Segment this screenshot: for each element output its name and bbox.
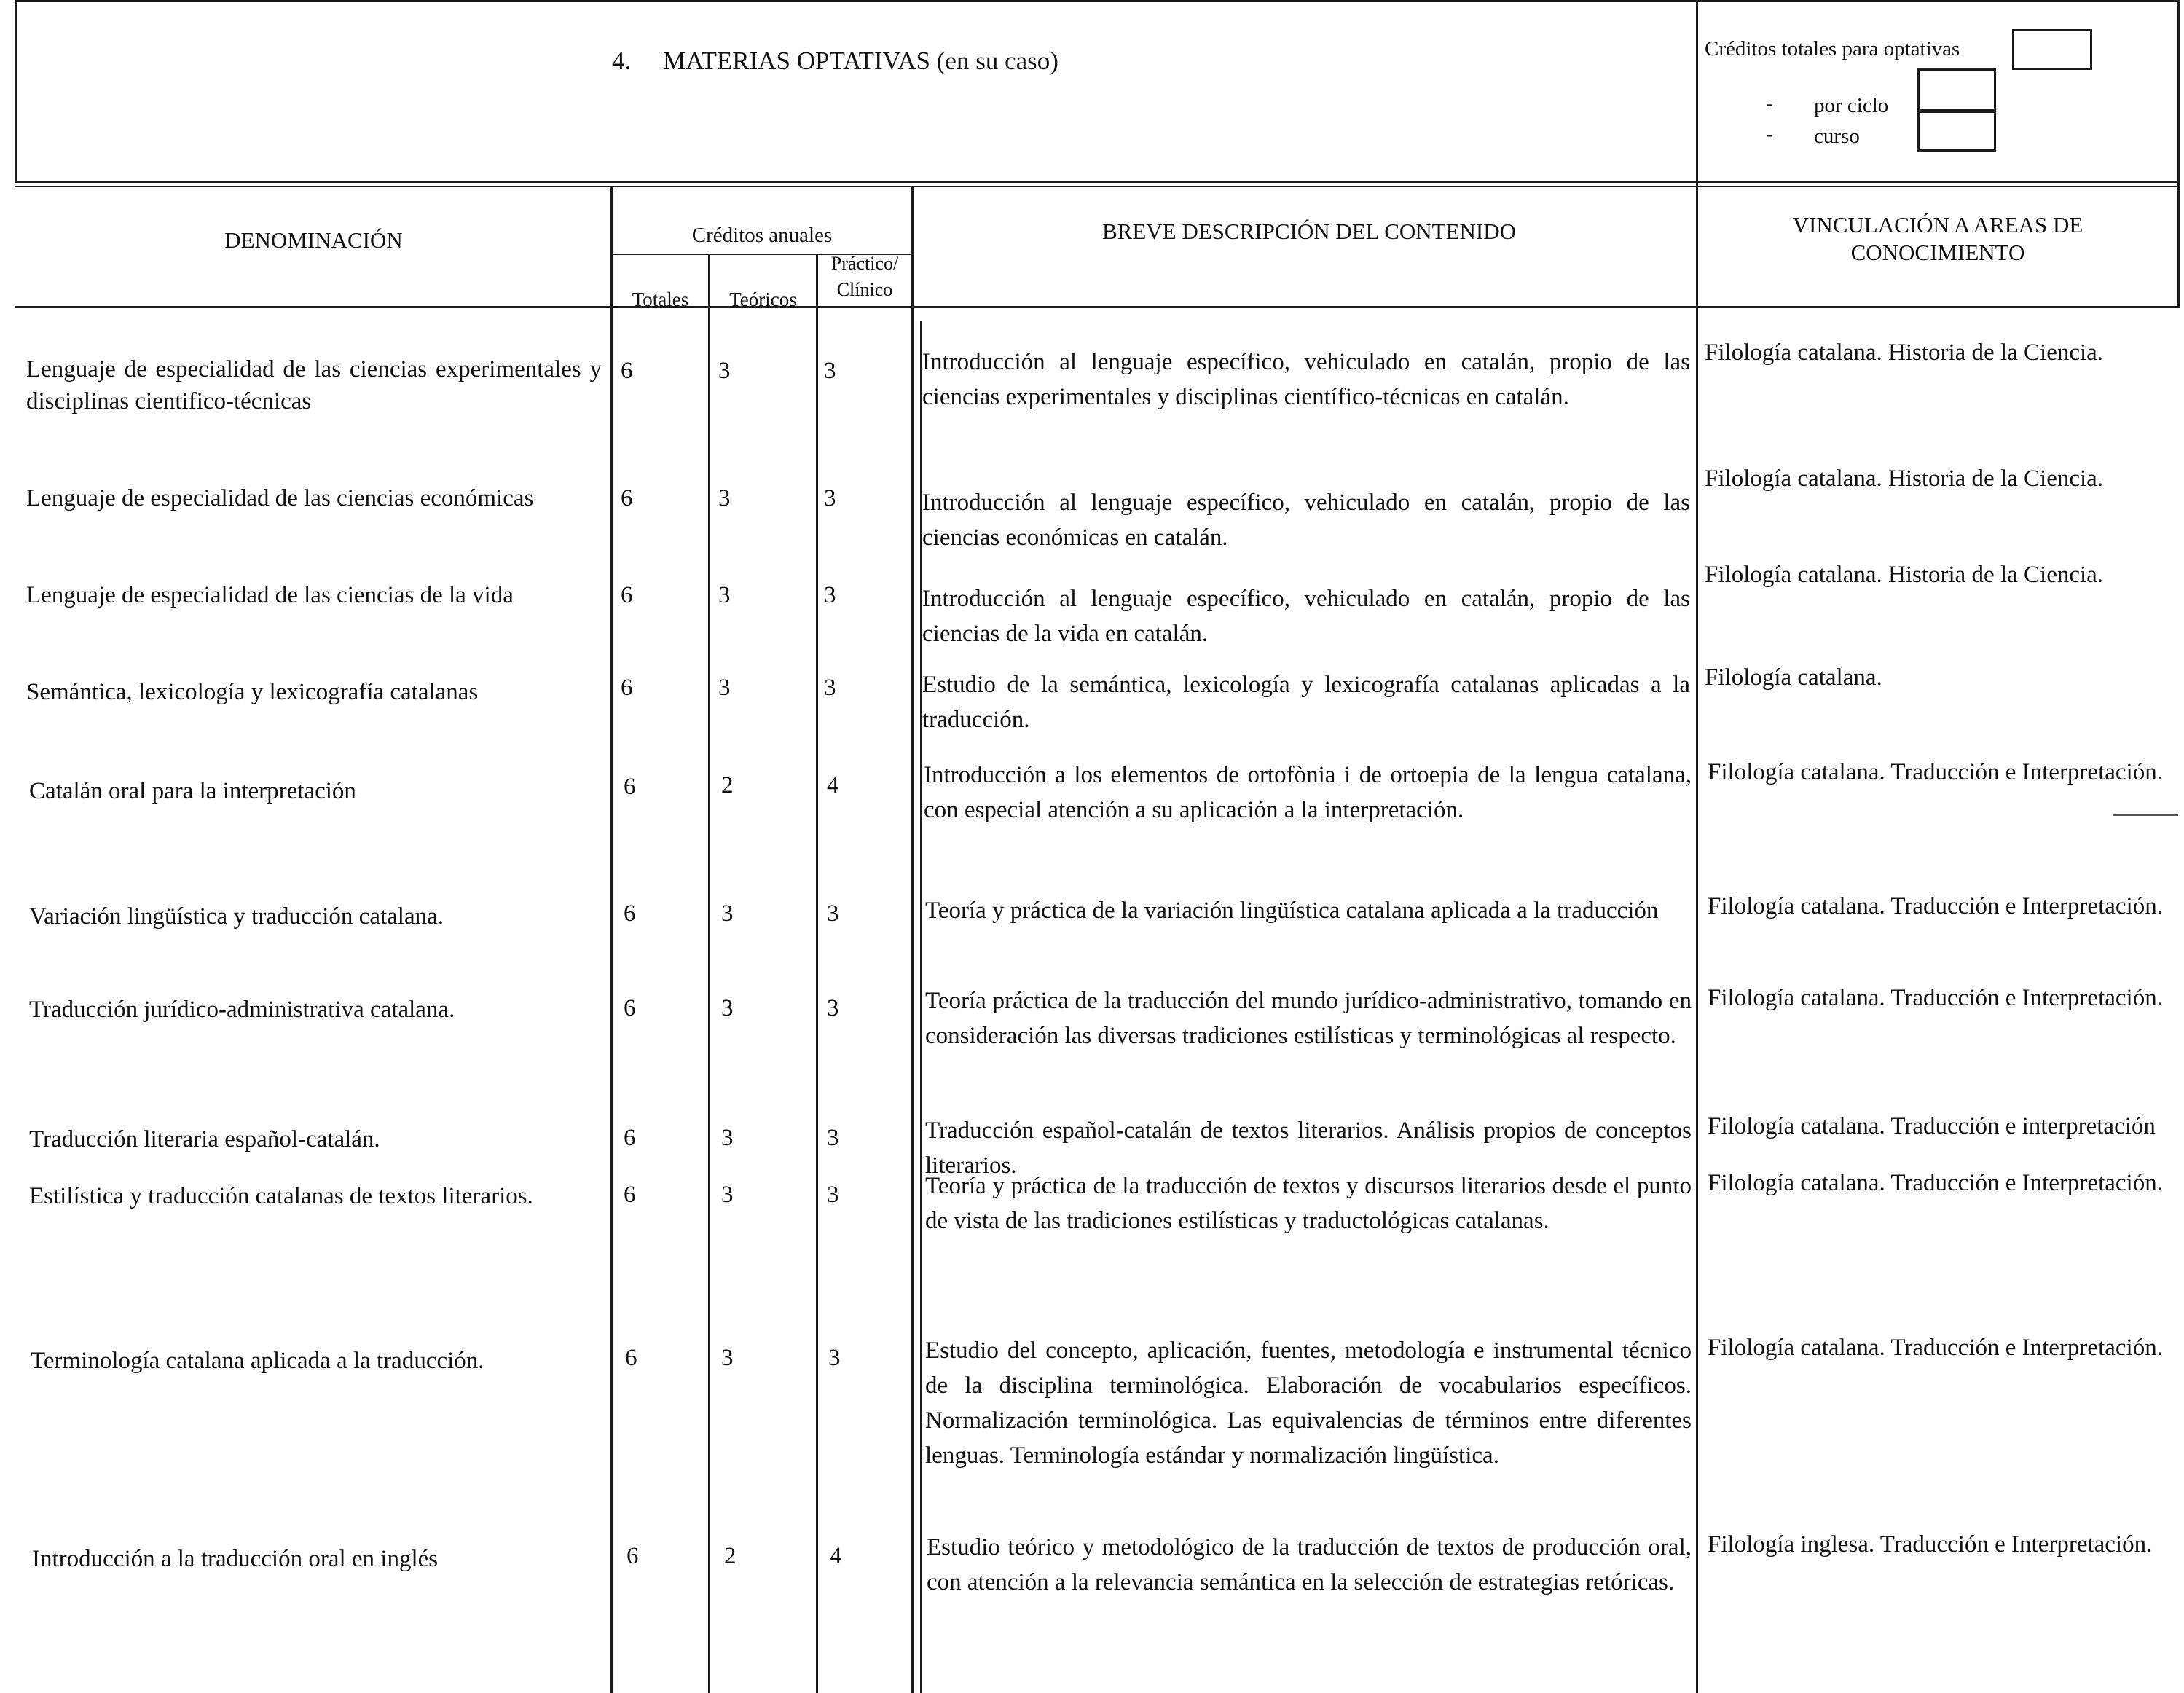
margin-tick: [2113, 814, 2178, 816]
row-3-description: Introducción al lenguaje específico, vehiculado en catalán, propio de las ciencias de la vida en catalán.: [922, 586, 1690, 647]
row-4-totales: 6: [621, 675, 633, 701]
row-8-area: Filología catalana. Traducción e interpretación: [1708, 1113, 2156, 1139]
row-6-teoricos: 3: [721, 900, 734, 927]
row-4-name: Semántica, lexicología y lexicografía catalanas: [26, 679, 479, 705]
row-6-area: Filología catalana. Traducción e Interpretación.: [1708, 893, 2163, 919]
row-11-description: Estudio teórico y metodológico de la traducción de textos de producción oral, con atención a la relevancia semántica en la selección de estrategias retóricas.: [927, 1534, 1692, 1595]
credits-label: Créditos totales para optativas: [1705, 37, 1960, 60]
row-3-practicos: 3: [824, 582, 836, 608]
columns-bottom-line: [15, 306, 2180, 308]
section-title: MATERIAS OPTATIVAS (en su caso): [663, 47, 1058, 75]
row-1-practicos: 3: [824, 358, 836, 384]
row-11-practicos: 4: [830, 1543, 842, 1569]
row-5-totales: 6: [624, 774, 636, 800]
section-number: 4.: [612, 47, 632, 75]
row-8-description: Traducción español-catalán de textos literarios. Análisis propios de conceptos literarios.: [925, 1117, 1692, 1179]
row-9-description: Teoría y práctica de la traducción de textos y discursos literarios desde el punto de vista de las tradiciones estilísticas y traductológicas catalanas.: [925, 1173, 1692, 1234]
row-9-area: Filología catalana. Traducción e Interpretación.: [1708, 1170, 2163, 1196]
frame-left-line: [15, 0, 17, 182]
course-bullet: -: [1766, 122, 1773, 146]
row-10-totales: 6: [625, 1345, 637, 1371]
row-4-teoricos: 3: [718, 675, 731, 701]
col-vinculacion-line1: VINCULACIÓN A AREAS DE: [1792, 212, 2083, 237]
row-8-name: Traducción literaria español-catalán.: [29, 1126, 380, 1152]
col-teoricos: Teóricos: [729, 288, 797, 310]
row-11-name: Introducción a la traducción oral en inglés: [32, 1546, 439, 1572]
col-practico-line2: Clínico: [836, 279, 893, 300]
row-7-practicos: 3: [827, 995, 839, 1021]
col-line-1: [610, 186, 613, 1693]
row-9-teoricos: 3: [721, 1182, 734, 1208]
row-3-name: Lenguaje de especialidad de las ciencias de la vida: [26, 582, 514, 608]
credits-total-box[interactable]: [2012, 29, 2092, 70]
col-line-4: [911, 186, 914, 1693]
row-6-name: Variación lingüística y traducción catalana.: [29, 903, 444, 930]
row-2-description: Introducción al lenguaje específico, vehiculado en catalán, propio de las ciencias económicas en catalán.: [922, 490, 1690, 551]
row-8-totales: 6: [624, 1125, 636, 1151]
row-6-practicos: 3: [827, 900, 839, 927]
col-vinculacion-line2: CONOCIMIENTO: [1850, 240, 2025, 265]
row-4-practicos: 3: [824, 675, 836, 701]
col-denominacion: DENOMINACIÓN: [224, 227, 403, 253]
row-7-teoricos: 3: [721, 995, 734, 1021]
row-3-area: Filología catalana. Historia de la Ciencia.: [1705, 562, 2104, 588]
row-1-description: Introducción al lenguaje específico, vehiculado en catalán, propio de las ciencias experimentales y disciplinas científico-técnicas en catalán.: [922, 349, 1690, 410]
row-7-description: Teoría práctica de la traducción del mundo jurídico-administrativo, tomando en consideración las diversas tradiciones estilísticas y terminológicas al respecto.: [925, 988, 1692, 1049]
row-4-area: Filología catalana.: [1705, 664, 1882, 691]
row-1-area: Filología catalana. Historia de la Ciencia.: [1705, 339, 2104, 366]
row-10-teoricos: 3: [721, 1345, 734, 1371]
course-label: curso: [1814, 125, 1860, 148]
frame-right-line: [2177, 0, 2180, 306]
per-cycle-label: por ciclo: [1814, 94, 1889, 117]
per-cycle-box[interactable]: [1917, 68, 1996, 111]
col-creditos-anuales: Créditos anuales: [691, 224, 833, 247]
row-2-totales: 6: [621, 485, 633, 511]
row-10-description: Estudio del concepto, aplicación, fuentes, metodología e instrumental técnico de la disciplina terminológica. Elaboración de vocabularios específicos. Normalización terminológica. Las equivalencias de términos entre diferentes lenguas. Terminología estándar y normalización lingüística.: [925, 1337, 1692, 1469]
frame-top-line: [15, 0, 2180, 2]
row-5-description: Introducción a los elementos de ortofònia i de ortoepia de la lengua catalana, con especial atención a su aplicación a la interpretación.: [924, 762, 1692, 823]
col-descripcion: BREVE DESCRIPCIÓN DEL CONTENIDO: [1101, 219, 1517, 244]
per-cycle-bullet: -: [1766, 92, 1773, 115]
col-totales: Totales: [632, 288, 689, 310]
row-5-name: Catalán oral para la interpretación: [29, 778, 356, 804]
row-4-description: Estudio de la semántica, lexicología y lexicografía catalanas aplicadas a la traducción.: [922, 672, 1690, 733]
row-8-teoricos: 3: [721, 1125, 734, 1151]
row-7-totales: 6: [624, 995, 636, 1021]
row-9-totales: 6: [624, 1182, 636, 1208]
col-line-3: [816, 254, 818, 1693]
row-11-teoricos: 2: [724, 1543, 736, 1569]
row-5-teoricos: 2: [721, 772, 734, 798]
row-8-practicos: 3: [827, 1125, 839, 1151]
row-2-teoricos: 3: [718, 485, 731, 511]
row-1-totales: 6: [621, 358, 633, 384]
row-9-practicos: 3: [827, 1182, 839, 1208]
row-10-area: Filología catalana. Traducción e Interpretación.: [1708, 1335, 2163, 1361]
row-7-area: Filología catalana. Traducción e Interpretación.: [1708, 985, 2163, 1011]
row-1-name: Lenguaje de especialidad de las ciencias experimentales y disciplinas cientifico-técnicas: [26, 356, 602, 415]
row-6-totales: 6: [624, 900, 636, 927]
row-6-description: Teoría y práctica de la variación lingüística catalana aplicada a la traducción: [925, 897, 1659, 924]
row-2-name: Lenguaje de especialidad de las ciencias económicas: [26, 485, 534, 511]
row-5-practicos: 4: [827, 772, 839, 798]
row-2-practicos: 3: [824, 485, 836, 511]
row-7-name: Traducción jurídico-administrativa catalana.: [29, 997, 455, 1023]
col-line-2: [708, 254, 710, 1693]
row-5-area: Filología catalana. Traducción e Interpretación.: [1708, 759, 2163, 785]
row-3-totales: 6: [621, 582, 633, 608]
row-10-practicos: 3: [828, 1345, 841, 1371]
row-1-teoricos: 3: [718, 358, 731, 384]
header-bottom-line: [15, 181, 2180, 183]
row-11-area: Filología inglesa. Traducción e Interpretación.: [1708, 1531, 2153, 1558]
row-3-teoricos: 3: [718, 582, 731, 608]
col-practico-line1: Práctico/: [830, 253, 899, 274]
row-2-area: Filología catalana. Historia de la Ciencia.: [1705, 466, 2104, 492]
course-box[interactable]: [1917, 111, 1996, 152]
row-10-name: Terminología catalana aplicada a la traducción.: [31, 1348, 484, 1374]
row-9-name: Estilística y traducción catalanas de textos literarios.: [29, 1183, 533, 1209]
columns-top-line: [15, 186, 2180, 187]
row-11-totales: 6: [626, 1543, 639, 1569]
